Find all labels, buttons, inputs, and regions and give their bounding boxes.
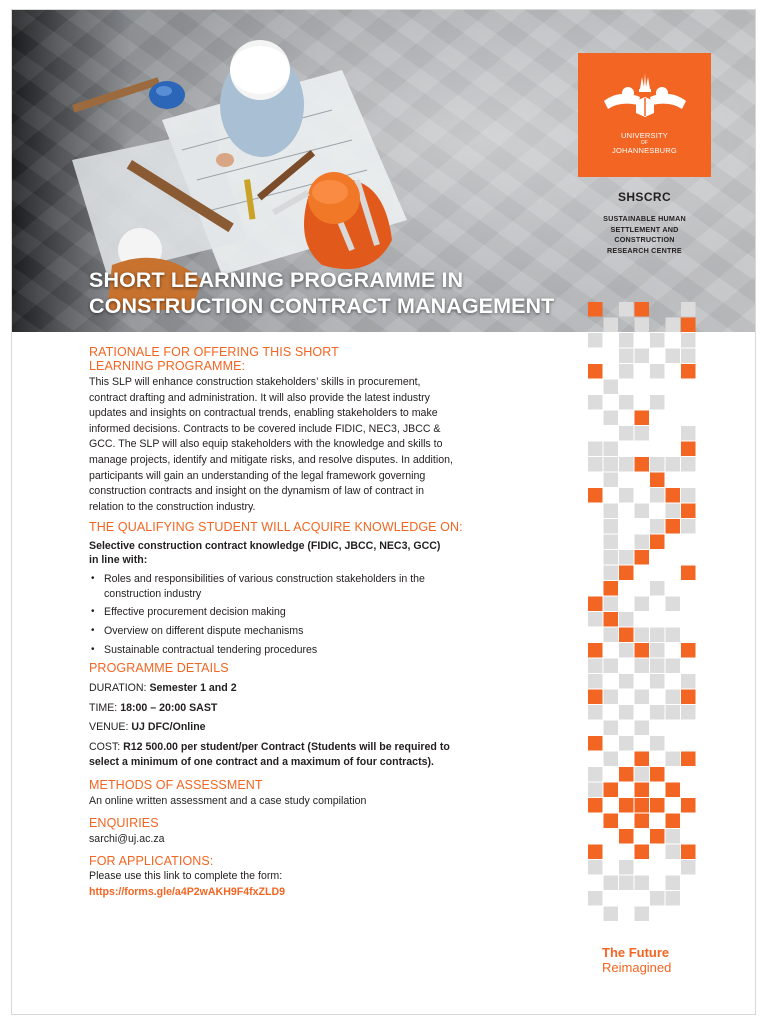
pattern-square-grey — [635, 628, 650, 643]
pattern-square-grey — [604, 519, 619, 534]
pattern-square-grey — [635, 349, 650, 364]
pattern-square-orange — [588, 690, 603, 705]
pattern-square-orange — [635, 643, 650, 658]
pattern-square-grey — [619, 349, 634, 364]
rationale-text — [89, 375, 539, 515]
pattern-square-orange — [635, 845, 650, 860]
pattern-square-grey — [588, 860, 603, 875]
knowledge-intro-line-1: Selective construction contract knowledge (FIDIC, JBCC, NEC3, GCC) — [89, 539, 441, 552]
university-name-line-3: JOHANNESBURG — [612, 146, 677, 155]
pattern-square-orange — [635, 752, 650, 767]
pattern-square-grey — [604, 504, 619, 519]
pattern-square-grey — [619, 488, 634, 503]
programme-details — [89, 679, 539, 771]
rationale-line: contract drafting and administration. It will also provide the latest industry — [89, 391, 430, 404]
pattern-square-orange — [650, 473, 665, 488]
tagline-line-2: Reimagined — [602, 959, 672, 975]
flyer-page — [11, 9, 756, 1015]
pattern-square-grey — [650, 364, 665, 379]
pattern-square-orange — [681, 752, 696, 767]
pattern-square-grey — [681, 333, 696, 348]
pattern-square-grey — [635, 659, 650, 674]
pattern-square-grey — [666, 659, 681, 674]
knowledge-intro-line-2: in line with: — [89, 554, 148, 567]
pattern-square-grey — [619, 457, 634, 472]
pattern-square-grey — [681, 488, 696, 503]
pattern-square-grey — [666, 628, 681, 643]
pattern-square-grey — [619, 674, 634, 689]
pattern-square-grey — [666, 891, 681, 906]
rationale-heading — [89, 346, 539, 373]
pattern-square-grey — [650, 519, 665, 534]
knowledge-list — [89, 572, 539, 658]
pattern-square-grey — [681, 457, 696, 472]
pattern-square-grey — [650, 891, 665, 906]
university-name-line-2: OF — [640, 140, 649, 146]
programme-details-heading: PROGRAMME DETAILS — [89, 660, 229, 675]
pattern-square-grey — [619, 550, 634, 565]
tagline-line-1: The Future — [602, 945, 670, 960]
centre-name-line-4: RESEARCH CENTRE — [607, 245, 682, 255]
pattern-square-orange — [666, 783, 681, 798]
programme-title-line-1: SHORT LEARNING PROGRAMME IN — [89, 268, 464, 292]
pattern-square-grey — [681, 349, 696, 364]
pattern-square-grey — [666, 845, 681, 860]
pattern-square-orange — [666, 488, 681, 503]
university-name-line-1: UNIVERSITY — [620, 131, 668, 140]
time-value: 18:00 – 20:00 SAST — [120, 701, 218, 714]
rationale-line: manage projects, identify and mitigate risks, and resolve disputes. In addition, — [89, 453, 453, 466]
applications-heading: FOR APPLICATIONS: — [89, 853, 214, 868]
pattern-square-grey — [588, 767, 603, 782]
pattern-square-grey — [635, 426, 650, 441]
pattern-square-grey — [635, 690, 650, 705]
pattern-square-orange — [588, 798, 603, 813]
pattern-square-orange — [650, 798, 665, 813]
rationale-heading-line-1: RATIONALE FOR OFFERING THIS SHORT — [89, 345, 339, 359]
pattern-square-grey — [619, 426, 634, 441]
pattern-square-grey — [604, 550, 619, 565]
pattern-square-orange — [666, 519, 681, 534]
main-content — [89, 346, 539, 901]
list-item: • Sustainable contractual tendering procedures — [89, 643, 539, 658]
pattern-square-orange — [650, 829, 665, 844]
pattern-square-grey — [604, 380, 619, 395]
pattern-square-grey — [588, 395, 603, 410]
pattern-square-orange — [635, 798, 650, 813]
pattern-square-orange — [619, 566, 634, 581]
enquiries-email[interactable]: sarchi@uj.ac.za — [89, 833, 165, 846]
pattern-square-orange — [681, 318, 696, 333]
pattern-square-grey — [604, 721, 619, 736]
pattern-square-orange — [588, 364, 603, 379]
pattern-square-orange — [588, 643, 603, 658]
pattern-square-orange — [681, 690, 696, 705]
pattern-square-grey — [650, 628, 665, 643]
pattern-square-orange — [635, 411, 650, 426]
pattern-square-grey — [681, 705, 696, 720]
pattern-square-grey — [588, 612, 603, 627]
list-item-line-1: • Roles and responsibilities of various construction stakeholders in the — [104, 573, 425, 586]
cost-row — [89, 740, 539, 771]
pattern-square-grey — [588, 442, 603, 457]
programme-title-line-2: CONSTRUCTION CONTRACT MANAGEMENT — [89, 294, 555, 318]
pattern-square-grey — [650, 333, 665, 348]
pattern-square-grey — [666, 705, 681, 720]
pattern-square-grey — [666, 752, 681, 767]
pattern-square-grey — [588, 783, 603, 798]
rationale-line: This SLP will enhance construction stakeholders’ skills in procurement, — [89, 376, 421, 388]
pattern-square-grey — [681, 426, 696, 441]
pattern-square-orange — [604, 783, 619, 798]
pattern-square-orange — [588, 845, 603, 860]
pattern-square-grey — [588, 659, 603, 674]
rationale-line: construction contracts and insight on the dynamism of law of contract in — [89, 485, 425, 498]
pattern-square-grey — [635, 504, 650, 519]
pattern-square-grey — [619, 876, 634, 891]
pattern-square-orange — [604, 814, 619, 829]
pattern-square-grey — [681, 519, 696, 534]
pattern-square-grey — [619, 364, 634, 379]
pattern-square-grey — [619, 643, 634, 658]
centre-name-line-1: SUSTAINABLE HUMAN — [603, 214, 686, 223]
pattern-square-orange — [635, 457, 650, 472]
rationale-line: informed decisions. Contracts to be covered include FIDIC, NEC3, JBCC & — [89, 422, 441, 435]
pattern-square-orange — [650, 535, 665, 550]
pattern-square-grey — [635, 535, 650, 550]
pattern-square-grey — [650, 581, 665, 596]
pattern-square-orange — [588, 302, 603, 317]
pattern-square-grey — [619, 705, 634, 720]
pattern-square-grey — [650, 488, 665, 503]
cost-label: COST: — [89, 740, 124, 753]
pattern-square-grey — [635, 597, 650, 612]
knowledge-intro — [89, 539, 539, 568]
pattern-square-grey — [650, 457, 665, 472]
pattern-square-grey — [650, 705, 665, 720]
pattern-square-orange — [681, 643, 696, 658]
rationale-heading-line-2: LEARNING PROGRAMME: — [89, 358, 246, 373]
duration-row — [89, 679, 539, 699]
pattern-square-orange — [635, 814, 650, 829]
pattern-square-grey — [604, 411, 619, 426]
pattern-square-grey — [666, 349, 681, 364]
pattern-square-grey — [635, 876, 650, 891]
pattern-square-grey — [650, 643, 665, 658]
pattern-square-grey — [588, 705, 603, 720]
pattern-square-orange — [619, 767, 634, 782]
pattern-square-grey — [681, 302, 696, 317]
rationale-line: relation to the construction industry. — [89, 500, 256, 513]
pattern-square-grey — [619, 302, 634, 317]
cost-value-line-1: R12 500.00 per student/per Contract (Students will be required to — [123, 740, 450, 753]
pattern-square-grey — [604, 659, 619, 674]
rationale-line: updates and insights on contractual trends, enabling stakeholders to make — [89, 407, 438, 420]
pattern-square-grey — [650, 659, 665, 674]
knowledge-heading: THE QUALIFYING STUDENT WILL ACQUIRE KNOWLEDGE ON: — [89, 520, 463, 535]
pattern-square-orange — [619, 829, 634, 844]
assessment-text: An online written assessment and a case study compilation — [89, 795, 367, 808]
pattern-square-orange — [681, 566, 696, 581]
pattern-square-grey — [666, 597, 681, 612]
pattern-square-grey — [619, 395, 634, 410]
pattern-square-orange — [588, 488, 603, 503]
pattern-square-grey — [635, 907, 650, 922]
pattern-square-orange — [588, 736, 603, 751]
pattern-square-grey — [619, 860, 634, 875]
rationale-line: GCC. The SLP will also equip stakeholders with the knowledge and skills to — [89, 438, 443, 451]
pattern-square-grey — [666, 876, 681, 891]
pattern-square-grey — [604, 442, 619, 457]
pattern-square-orange — [666, 814, 681, 829]
pattern-square-grey — [604, 535, 619, 550]
pattern-square-orange — [681, 364, 696, 379]
pattern-square-grey — [666, 829, 681, 844]
list-item: • Overview on different dispute mechanisms — [89, 624, 539, 639]
pattern-square-grey — [666, 457, 681, 472]
pattern-square-grey — [681, 860, 696, 875]
venue-label: VENUE: — [89, 721, 132, 734]
pattern-square-orange — [681, 442, 696, 457]
pattern-square-grey — [604, 752, 619, 767]
rationale-line: participants will gain an understanding of the legal framework governing — [89, 469, 426, 482]
duration-value: Semester 1 and 2 — [149, 682, 237, 695]
pattern-square-grey — [650, 395, 665, 410]
pattern-square-grey — [588, 457, 603, 472]
pattern-square-grey — [604, 597, 619, 612]
assessment-heading: METHODS OF ASSESSMENT — [89, 777, 263, 792]
pattern-square-orange — [635, 550, 650, 565]
pattern-square-grey — [604, 473, 619, 488]
pattern-square-grey — [604, 566, 619, 581]
pattern-square-grey — [635, 318, 650, 333]
pattern-square-grey — [588, 333, 603, 348]
list-item-line-2: construction industry — [104, 587, 202, 600]
list-item — [89, 572, 539, 601]
time-label: TIME: — [89, 701, 121, 714]
pattern-square-grey — [635, 767, 650, 782]
pattern-square-grey — [619, 736, 634, 751]
duration-label: DURATION: — [89, 682, 150, 695]
pattern-square-orange — [650, 767, 665, 782]
pattern-square-grey — [635, 721, 650, 736]
applications-text: Please use this link to complete the form: — [89, 870, 283, 883]
pattern-square-grey — [604, 690, 619, 705]
tagline — [602, 946, 742, 975]
pattern-square-orange — [635, 302, 650, 317]
pattern-square-grey — [666, 318, 681, 333]
enquiries-heading: ENQUIRIES — [89, 815, 159, 830]
centre-name-line-2: SETTLEMENT AND — [610, 224, 679, 234]
time-row — [89, 699, 539, 719]
pattern-square-orange — [681, 845, 696, 860]
pattern-square-orange — [604, 612, 619, 627]
pattern-square-grey — [604, 457, 619, 472]
pattern-square-grey — [588, 891, 603, 906]
cost-value-line-2: select a minimum of one contract and a maximum of four contracts). — [89, 756, 434, 769]
pattern-square-grey — [619, 612, 634, 627]
venue-value: UJ DFC/Online — [131, 721, 206, 734]
centre-name-line-3: CONSTRUCTION — [614, 235, 675, 244]
pattern-square-orange — [588, 597, 603, 612]
pattern-square-grey — [650, 736, 665, 751]
pattern-square-grey — [604, 907, 619, 922]
centre-acronym: SHSCRC — [617, 190, 672, 204]
venue-row — [89, 718, 539, 738]
pattern-square-grey — [588, 674, 603, 689]
pattern-square-orange — [619, 798, 634, 813]
pattern-square-orange — [604, 581, 619, 596]
pattern-square-grey — [681, 674, 696, 689]
application-form-link[interactable]: https://forms.gle/a4P2wAKH9F4fxZLD9 — [89, 886, 286, 899]
pattern-square-grey — [604, 876, 619, 891]
list-item: • Effective procurement decision making — [89, 605, 539, 620]
pattern-square-grey — [650, 674, 665, 689]
pattern-square-grey — [604, 318, 619, 333]
pattern-square-grey — [666, 690, 681, 705]
pattern-square-orange — [619, 628, 634, 643]
pattern-square-grey — [604, 628, 619, 643]
pattern-square-orange — [681, 504, 696, 519]
pattern-square-grey — [666, 504, 681, 519]
pattern-square-grey — [619, 333, 634, 348]
pattern-square-orange — [635, 783, 650, 798]
pattern-square-orange — [681, 798, 696, 813]
